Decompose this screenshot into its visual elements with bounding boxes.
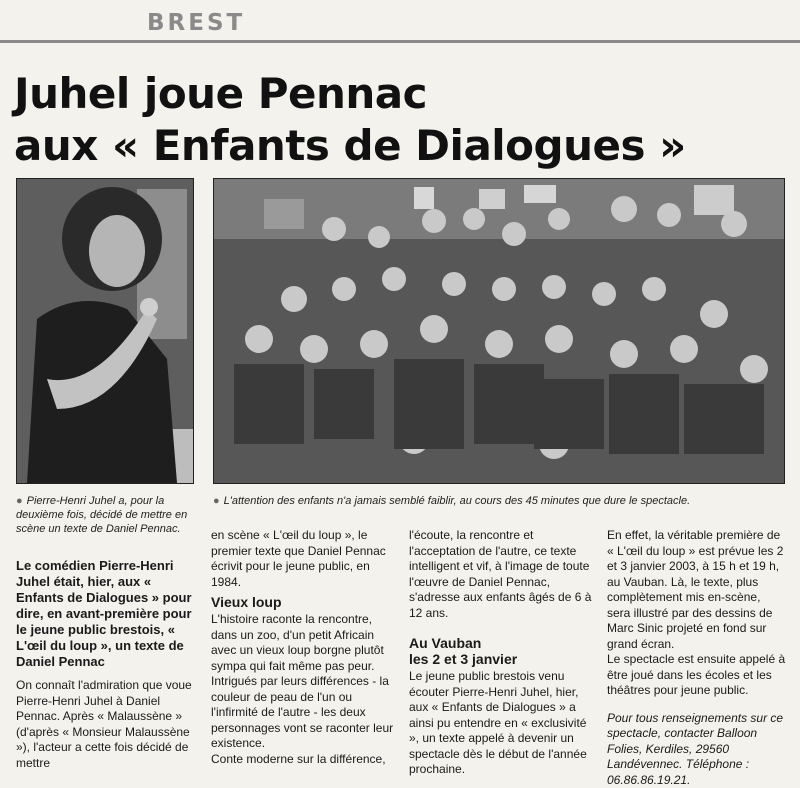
photo-performer [16,178,194,484]
section-title: BREST [147,10,245,36]
headline [14,68,794,172]
bullet-icon: ● [213,495,220,507]
photo-audience [213,178,785,484]
article-column-4 [607,528,787,788]
headline-line-2: aux « Enfants de Dialogues » [14,120,794,172]
bullet-icon: ● [16,495,23,507]
subhead-au-vauban: Au Vauban [409,635,595,651]
contact-info: Pour tous renseignements sur ce spectacle, contacter Balloon Folies, Kerdiles, 29560 Landévennec. Téléphone : 06.86.86.19.21. [607,711,787,788]
caption-audience-text: L'attention des enfants n'a jamais semblé faiblir, au cours des 45 minutes que dure le spectacle. [224,495,690,507]
caption-audience [213,494,788,508]
article-paragraph: On connaît l'admiration que voue Pierre-Henri Juhel à Daniel Pennac. Après « Malaussène » (d'après « Monsieur Malaussène »), l'acteur a cette fois décidé de mettre [16,678,198,771]
article-paragraph: Le jeune public brestois venu écouter Pierre-Henri Juhel, hier, aux « Enfants de Dialogues » a ainsi pu entendre en « exclusivité », un texte appelé à devenir un spectacle dès le début de l'année prochaine. [409,669,595,778]
section-header [0,0,800,46]
article-paragraph: en scène « L'œil du loup », le premier texte que Daniel Pennac écrivit pour le jeune public, en 1984. [211,528,397,590]
article-paragraph: Conte moderne sur la différence, [211,752,397,768]
article-paragraph: l'écoute, la rencontre et l'acceptation de l'autre, ce texte intelligent et vif, à l'image de toute l'œuvre de Daniel Pennac, s'adresse aux enfants âgés de 6 à 12 ans. [409,528,595,621]
article-column-2 [211,528,397,767]
article-paragraph: L'histoire raconte la rencontre, dans un zoo, d'un petit Africain avec un vieux loup borgne plutôt sympa qui fait même pas peur. Intrigués par leurs différences - la couleur de peau de l'un ou l'infirmité de l'autre - les deux personnages vont se raconter leur existence. [211,612,397,752]
section-rule [0,40,800,43]
article-paragraph: Le spectacle est ensuite appelé à être joué dans les écoles et les théâtres pour jeune public. [607,652,787,699]
headline-line-1: Juhel joue Pennac [14,68,794,120]
article-column-1 [16,528,198,771]
audience-illustration [214,179,784,483]
article-lead: Le comédien Pierre-Henri Juhel était, hier, aux « Enfants de Dialogues » pour dire, en avant-première pour le jeune public brestois, « L'œil du loup », un texte de Daniel Pennac [16,558,198,670]
caption-performer-text: Pierre-Henri Juhel a, pour la deuxième fois, décidé de mettre en scène un texte de Daniel Pennac. [16,495,187,535]
article-paragraph: En effet, la véritable première de « L'œil du loup » est prévue les 2 et 3 janvier 2003, à 15 h et 19 h, au Vauban. Là, le texte, plus complètement mis en-scène, sera illustré par des dessins de Marc Sinic projeté en fond sur grand écran. [607,528,787,652]
performer-illustration [17,179,193,483]
subhead-dates: les 2 et 3 janvier [409,651,595,667]
article-column-3 [409,528,595,778]
subhead-vieux-loup: Vieux loup [211,594,397,610]
